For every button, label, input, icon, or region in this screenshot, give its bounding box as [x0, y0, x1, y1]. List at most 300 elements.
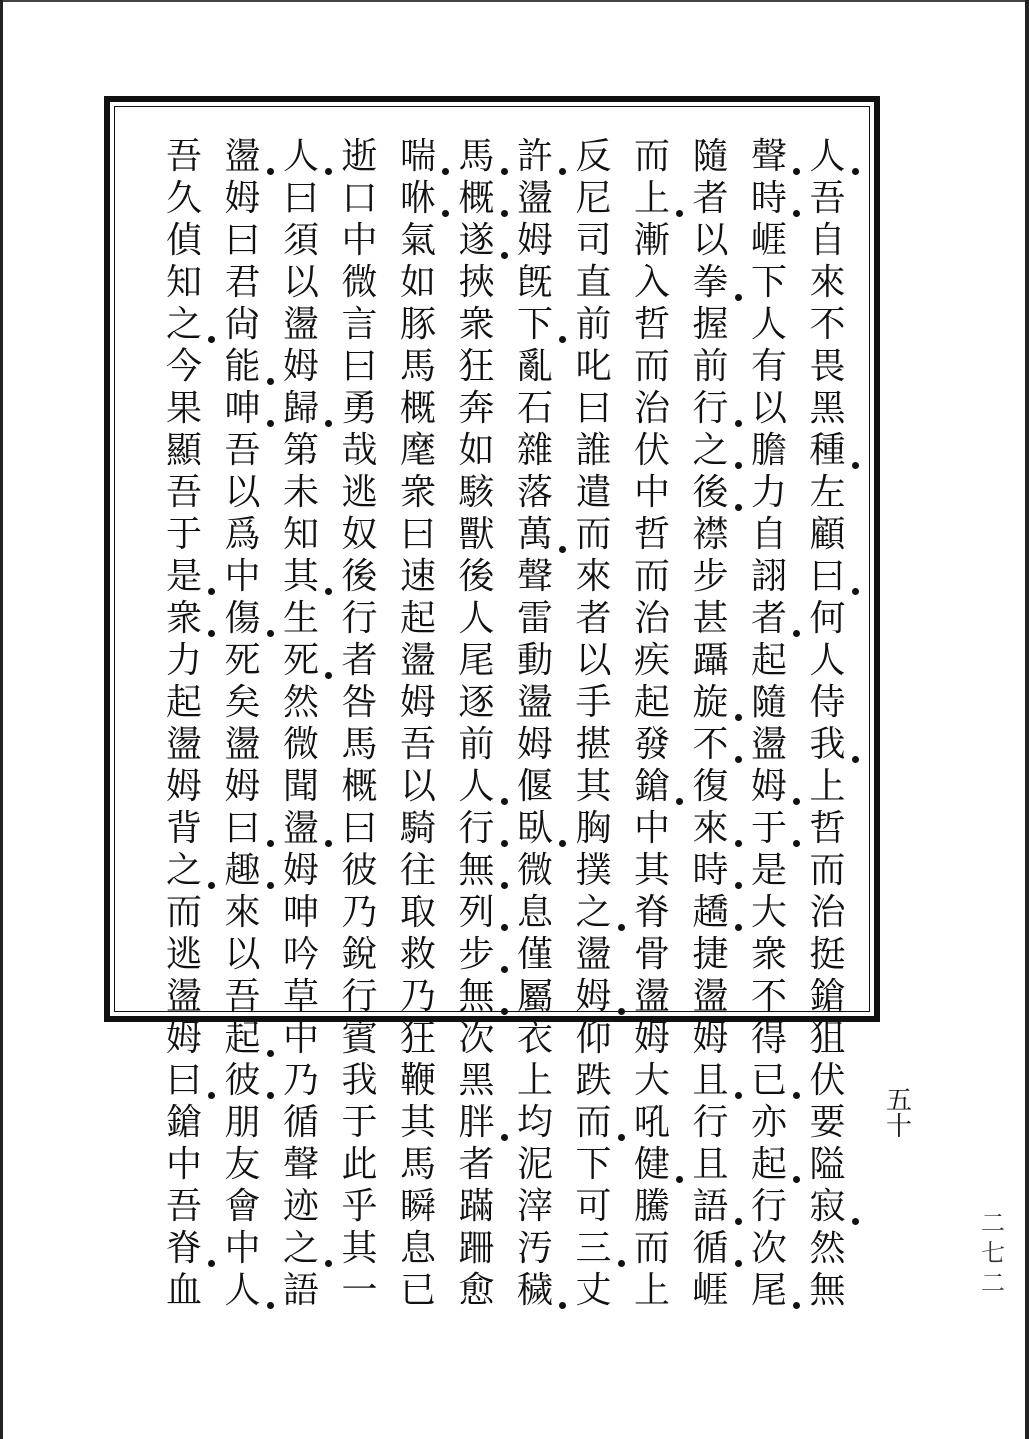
text-glyph: 哉 [341, 430, 378, 471]
emphasis-dot [793, 210, 800, 217]
text-glyph: 挺 [809, 934, 846, 975]
text-glyph: 大 [633, 1060, 670, 1101]
text-glyph: 隘 [809, 1144, 846, 1185]
text-glyph: 取 [399, 892, 436, 933]
emphasis-dot [735, 294, 742, 301]
text-glyph: 無 [455, 976, 499, 1018]
text-glyph: 死 [279, 640, 323, 682]
text-column [741, 136, 797, 1312]
text-glyph: 彼 [341, 850, 378, 891]
emphasis-dot [325, 168, 332, 175]
text-glyph: 中 [282, 1018, 319, 1059]
text-glyph: 循 [282, 1102, 319, 1143]
text-glyph: 人 [809, 640, 846, 681]
text-glyph: 知 [165, 262, 202, 303]
text-glyph: 下 [575, 1144, 612, 1185]
emphasis-dot [208, 1092, 215, 1099]
emphasis-dot [267, 1302, 274, 1309]
text-glyph: 崕 [750, 220, 787, 261]
text-glyph: 尙 [224, 304, 261, 345]
folio-char: 五 [885, 1086, 912, 1116]
text-glyph: 人 [221, 1270, 265, 1312]
text-glyph: 甚 [692, 598, 729, 639]
text-glyph: 姆 [282, 346, 319, 387]
text-glyph: 萬 [513, 514, 557, 556]
emphasis-dot [793, 1176, 800, 1183]
text-glyph: 入 [633, 262, 670, 303]
text-glyph: 而 [572, 1102, 616, 1144]
text-glyph: 傷 [221, 598, 265, 640]
text-glyph: 曰 [575, 388, 612, 429]
emphasis-dot [208, 588, 215, 595]
emphasis-dot [267, 420, 274, 427]
text-glyph: 起 [747, 1144, 791, 1186]
text-glyph: 馬 [399, 346, 436, 387]
text-glyph: 微 [341, 262, 378, 303]
text-glyph: 崕 [692, 1270, 729, 1311]
text-glyph: 盪 [750, 724, 787, 765]
text-glyph: 一 [341, 1270, 378, 1311]
text-glyph: 以 [282, 262, 319, 303]
text-glyph: 來 [689, 808, 733, 850]
text-glyph: 駭 [458, 472, 495, 513]
text-glyph: 吾 [224, 430, 261, 471]
text-glyph: 吟 [282, 934, 319, 975]
text-glyph: 可 [575, 1186, 612, 1227]
emphasis-dot [852, 1218, 859, 1225]
text-glyph: 以 [399, 766, 436, 807]
text-glyph: 握 [692, 304, 729, 345]
text-glyph: 姆 [224, 178, 261, 219]
text-glyph: 姆 [572, 976, 616, 1018]
page-number-char: 七 [981, 1239, 1005, 1267]
text-glyph: 畏 [809, 346, 846, 387]
text-glyph: 姆 [165, 1018, 202, 1059]
text-glyph: 今 [165, 346, 202, 387]
emphasis-dot [501, 210, 508, 217]
text-glyph: 銳 [341, 934, 378, 975]
text-glyph: 盪 [221, 136, 265, 178]
text-glyph: 盪 [282, 304, 319, 345]
text-glyph: 無 [455, 850, 499, 892]
text-glyph: 速 [399, 556, 436, 597]
text-glyph: 乃 [399, 976, 436, 1017]
text-glyph: 姆 [516, 724, 553, 765]
emphasis-dot [735, 1218, 742, 1225]
text-glyph: 此 [341, 1144, 378, 1185]
text-glyph: 衆 [458, 304, 495, 345]
text-glyph: 左 [809, 472, 846, 513]
text-glyph: 之 [689, 430, 733, 472]
emphasis-dot [735, 1092, 742, 1099]
emphasis-dot [735, 420, 742, 427]
emphasis-dot [267, 882, 274, 889]
text-glyph: 跌 [575, 1060, 612, 1101]
emphasis-dot [793, 1302, 800, 1309]
text-glyph: 有 [750, 346, 787, 387]
text-glyph: 者 [747, 598, 791, 640]
text-glyph: 麾 [399, 430, 436, 471]
text-glyph: 衆 [162, 598, 206, 640]
folio-label [884, 1088, 914, 1140]
text-glyph: 鞭 [399, 1060, 436, 1101]
text-glyph: 而 [575, 514, 612, 555]
text-glyph: 聲 [747, 136, 791, 178]
text-glyph: 馬 [455, 136, 499, 178]
text-glyph: 伏 [633, 430, 670, 471]
text-glyph: 臥 [513, 808, 557, 850]
text-glyph: 衣 [516, 1018, 553, 1059]
emphasis-dot [852, 588, 859, 595]
text-glyph: 咎 [341, 682, 378, 723]
text-glyph: 次 [750, 1228, 787, 1269]
text-glyph: 屬 [516, 976, 553, 1017]
text-glyph: 且 [689, 1060, 733, 1102]
text-glyph: 彼 [221, 1060, 265, 1102]
emphasis-dot [208, 882, 215, 889]
emphasis-dot [735, 462, 742, 469]
text-glyph: 而 [633, 1228, 670, 1269]
text-glyph: 鎗 [165, 1102, 202, 1143]
text-glyph: 不 [750, 976, 787, 1017]
text-glyph: 鎗 [809, 976, 846, 1017]
text-glyph: 脊 [633, 892, 670, 933]
text-glyph: 起 [221, 1018, 265, 1060]
text-glyph: 逃 [341, 472, 378, 513]
text-glyph: 以 [224, 934, 261, 975]
text-glyph: 無 [809, 1270, 846, 1311]
emphasis-dot [618, 1134, 625, 1141]
text-glyph: 顯 [165, 430, 202, 471]
text-glyph: 乃 [341, 892, 378, 933]
text-glyph: 其 [633, 850, 670, 891]
text-glyph: 下 [513, 304, 557, 346]
text-glyph: 隨 [692, 136, 729, 177]
text-glyph: 獸 [458, 514, 495, 555]
text-glyph: 矣 [224, 682, 261, 723]
text-glyph: 呻 [282, 892, 319, 933]
text-glyph: 概 [455, 178, 499, 220]
emphasis-dot [325, 1260, 332, 1267]
text-glyph: 疾 [633, 640, 670, 681]
text-glyph: 然 [282, 682, 319, 723]
text-glyph: 以 [575, 640, 612, 681]
text-glyph: 然 [809, 1228, 846, 1269]
text-glyph: 須 [282, 220, 319, 261]
text-column [566, 136, 622, 1312]
text-glyph: 姆 [224, 766, 261, 807]
text-glyph: 穢 [513, 1270, 557, 1312]
text-glyph: 復 [692, 766, 729, 807]
text-glyph: 概 [341, 766, 378, 807]
text-glyph: 丈 [575, 1270, 612, 1311]
text-glyph: 旣 [516, 262, 553, 303]
text-glyph: 于 [341, 1102, 378, 1143]
text-glyph: 曰 [162, 1060, 206, 1102]
text-glyph: 尾 [458, 640, 495, 681]
text-glyph: 息 [399, 1228, 436, 1269]
page-right-edge [1025, 0, 1029, 1439]
text-glyph: 其 [279, 556, 323, 598]
emphasis-dot [208, 336, 215, 343]
text-glyph: 直 [575, 262, 612, 303]
text-glyph: 吾 [165, 1186, 202, 1227]
text-glyph: 起 [399, 598, 436, 639]
text-glyph: 行 [689, 388, 733, 430]
text-glyph: 司 [575, 220, 612, 261]
text-glyph: 落 [516, 472, 553, 513]
text-glyph: 聞 [282, 766, 319, 807]
text-glyph: 吾 [165, 136, 202, 177]
text-glyph: 狂 [399, 1018, 436, 1059]
text-glyph: 偵 [165, 220, 202, 261]
text-glyph: 不 [689, 724, 733, 766]
text-glyph: 得 [750, 1018, 787, 1059]
text-glyph: 勇 [341, 388, 378, 429]
emphasis-dot [501, 840, 508, 847]
text-glyph: 哲 [809, 808, 846, 849]
text-glyph: 馬 [341, 724, 378, 765]
text-glyph: 動 [516, 640, 553, 681]
text-glyph: 朋 [224, 1102, 261, 1143]
text-glyph: 許 [513, 136, 557, 178]
text-glyph: 狂 [458, 346, 495, 387]
text-glyph: 仰 [575, 1018, 612, 1059]
text-glyph: 已 [399, 1270, 436, 1311]
text-glyph: 盪 [224, 724, 261, 765]
text-glyph: 健 [630, 1144, 674, 1186]
text-glyph: 襟 [692, 514, 729, 555]
text-glyph: 起 [750, 640, 787, 681]
text-glyph: 何 [809, 598, 846, 639]
text-glyph: 次 [458, 1018, 495, 1059]
text-glyph: 豚 [399, 304, 436, 345]
text-glyph: 姆 [747, 766, 791, 808]
text-glyph: 盪 [516, 682, 553, 723]
emphasis-dot [735, 714, 742, 721]
text-glyph: 吾 [224, 976, 261, 1017]
text-glyph: 尾 [747, 1270, 791, 1312]
emphasis-dot [559, 546, 566, 553]
text-glyph: 歸 [279, 388, 323, 430]
text-glyph: 姆 [165, 766, 202, 807]
text-glyph: 汚 [516, 1228, 553, 1269]
text-glyph: 曰 [221, 808, 265, 850]
text-glyph: 石 [516, 388, 553, 429]
text-glyph: 黑 [458, 1060, 495, 1101]
emphasis-dot [501, 252, 508, 259]
emphasis-dot [325, 672, 332, 679]
text-glyph: 拳 [689, 262, 733, 304]
text-glyph: 血 [165, 1270, 202, 1311]
text-glyph: 盪 [575, 934, 612, 975]
emphasis-dot [793, 630, 800, 637]
text-glyph: 隨 [750, 682, 787, 723]
text-glyph: 反 [575, 136, 612, 177]
text-glyph: 胸 [575, 808, 612, 849]
page-number-char: 二 [981, 1209, 1005, 1237]
text-glyph: 遣 [575, 472, 612, 513]
emphasis-dot [267, 630, 274, 637]
text-glyph: 步 [692, 556, 729, 597]
text-glyph: 氣 [399, 220, 436, 261]
emphasis-dot [793, 168, 800, 175]
text-glyph: 治 [633, 388, 670, 429]
text-glyph: 我 [341, 1060, 378, 1101]
text-glyph: 偃 [516, 766, 553, 807]
text-glyph: 步 [455, 934, 499, 976]
text-glyph: 吼 [633, 1102, 670, 1143]
text-glyph: 呻 [221, 388, 265, 430]
emphasis-dot [501, 798, 508, 805]
emphasis-dot [501, 168, 508, 175]
text-glyph: 逐 [458, 682, 495, 723]
text-glyph: 第 [282, 430, 319, 471]
text-glyph: 且 [692, 1144, 729, 1185]
text-glyph: 是 [162, 556, 206, 598]
text-glyph: 曰 [806, 556, 850, 598]
emphasis-dot [735, 924, 742, 931]
text-glyph: 愈 [458, 1270, 495, 1311]
text-glyph: 馬 [399, 1144, 436, 1185]
emphasis-dot [559, 168, 566, 175]
text-column [215, 136, 271, 1312]
text-glyph: 循 [689, 1228, 733, 1270]
page-left-edge [0, 0, 3, 1439]
emphasis-dot [735, 756, 742, 763]
text-glyph: 狙 [809, 1018, 846, 1059]
text-glyph: 久 [165, 178, 202, 219]
emphasis-dot [676, 210, 683, 217]
emphasis-dot [735, 1260, 742, 1267]
text-glyph: 于 [165, 514, 202, 555]
text-glyph: 力 [165, 640, 202, 681]
text-glyph: 于 [747, 808, 791, 850]
text-glyph: 者 [575, 598, 612, 639]
text-glyph: 救 [399, 934, 436, 975]
text-glyph: 行 [455, 808, 499, 850]
text-glyph: 黑 [809, 388, 846, 429]
text-glyph: 亂 [516, 346, 553, 387]
text-glyph: 盪 [692, 976, 729, 1017]
text-glyph: 捷 [692, 934, 729, 975]
vertical-text-body [130, 120, 856, 1311]
text-glyph: 生 [282, 598, 319, 639]
text-glyph: 曰 [341, 346, 378, 387]
text-glyph: 者 [458, 1144, 495, 1185]
emphasis-dot [676, 798, 683, 805]
text-glyph: 而 [633, 556, 670, 597]
emphasis-dot [618, 1260, 625, 1267]
text-glyph: 微 [282, 724, 319, 765]
text-glyph: 鎗 [630, 766, 674, 808]
emphasis-dot [325, 840, 332, 847]
text-glyph: 伏 [809, 1060, 846, 1101]
text-glyph: 行 [750, 1186, 787, 1227]
text-glyph: 中 [633, 472, 670, 513]
text-glyph: 列 [455, 892, 499, 934]
text-glyph: 會 [224, 1186, 261, 1227]
text-glyph: 乃 [282, 1060, 319, 1101]
text-glyph: 跚 [458, 1228, 495, 1269]
text-glyph: 概 [399, 388, 436, 429]
text-glyph: 時 [689, 850, 733, 892]
text-glyph: 聲 [282, 1144, 319, 1185]
text-glyph: 而 [633, 136, 670, 177]
text-glyph: 背 [165, 808, 202, 849]
text-column [390, 136, 446, 1312]
emphasis-dot [442, 210, 449, 217]
text-glyph: 盪 [516, 178, 553, 219]
emphasis-dot [852, 168, 859, 175]
emphasis-dot [501, 1008, 508, 1015]
text-glyph: 如 [399, 262, 436, 303]
text-glyph: 種 [806, 430, 850, 472]
text-column [800, 136, 856, 1312]
emphasis-dot [735, 504, 742, 511]
emphasis-dot [618, 924, 625, 931]
text-column [332, 136, 388, 1312]
emphasis-dot [325, 588, 332, 595]
text-glyph: 而 [165, 892, 202, 933]
text-glyph: 未 [282, 472, 319, 513]
text-glyph: 胖 [455, 1102, 499, 1144]
text-glyph: 而 [809, 850, 846, 891]
text-glyph: 吾 [399, 724, 436, 765]
emphasis-dot [793, 798, 800, 805]
text-glyph: 奔 [458, 388, 495, 429]
text-glyph: 寂 [806, 1186, 850, 1228]
text-glyph: 已 [747, 1060, 791, 1102]
text-glyph: 如 [458, 430, 495, 471]
emphasis-dot [559, 840, 566, 847]
folio-char: 十 [885, 1112, 912, 1142]
text-glyph: 中 [224, 1228, 261, 1269]
text-glyph: 大 [750, 892, 787, 933]
text-glyph: 迹 [282, 1186, 319, 1227]
text-column [683, 136, 739, 1312]
text-glyph: 雜 [516, 430, 553, 471]
text-glyph: 中 [633, 808, 670, 849]
text-glyph: 瞬 [399, 1186, 436, 1227]
text-glyph: 語 [282, 1270, 319, 1311]
text-glyph: 行 [341, 598, 378, 639]
text-glyph: 是 [750, 850, 787, 891]
emphasis-dot [267, 378, 274, 385]
text-glyph: 盪 [399, 640, 436, 681]
text-glyph: 草 [282, 976, 319, 1017]
emphasis-dot [208, 1260, 215, 1267]
text-glyph: 曰 [399, 514, 436, 555]
text-glyph: 友 [224, 1144, 261, 1185]
text-glyph: 上 [516, 1060, 553, 1101]
text-glyph: 趣 [221, 850, 265, 892]
emphasis-dot [559, 336, 566, 343]
text-glyph: 衆 [750, 934, 787, 975]
text-glyph: 僅 [516, 934, 553, 975]
text-glyph: 起 [165, 682, 202, 723]
text-glyph: 吾 [165, 472, 202, 513]
text-glyph: 能 [221, 346, 265, 388]
text-glyph: 之 [162, 304, 206, 346]
text-glyph: 中 [224, 556, 261, 597]
emphasis-dot [325, 420, 332, 427]
text-column [449, 136, 505, 1312]
emphasis-dot [267, 1092, 274, 1099]
emphasis-dot [852, 756, 859, 763]
text-glyph: 我 [806, 724, 850, 766]
text-glyph: 蹣 [458, 1186, 495, 1227]
